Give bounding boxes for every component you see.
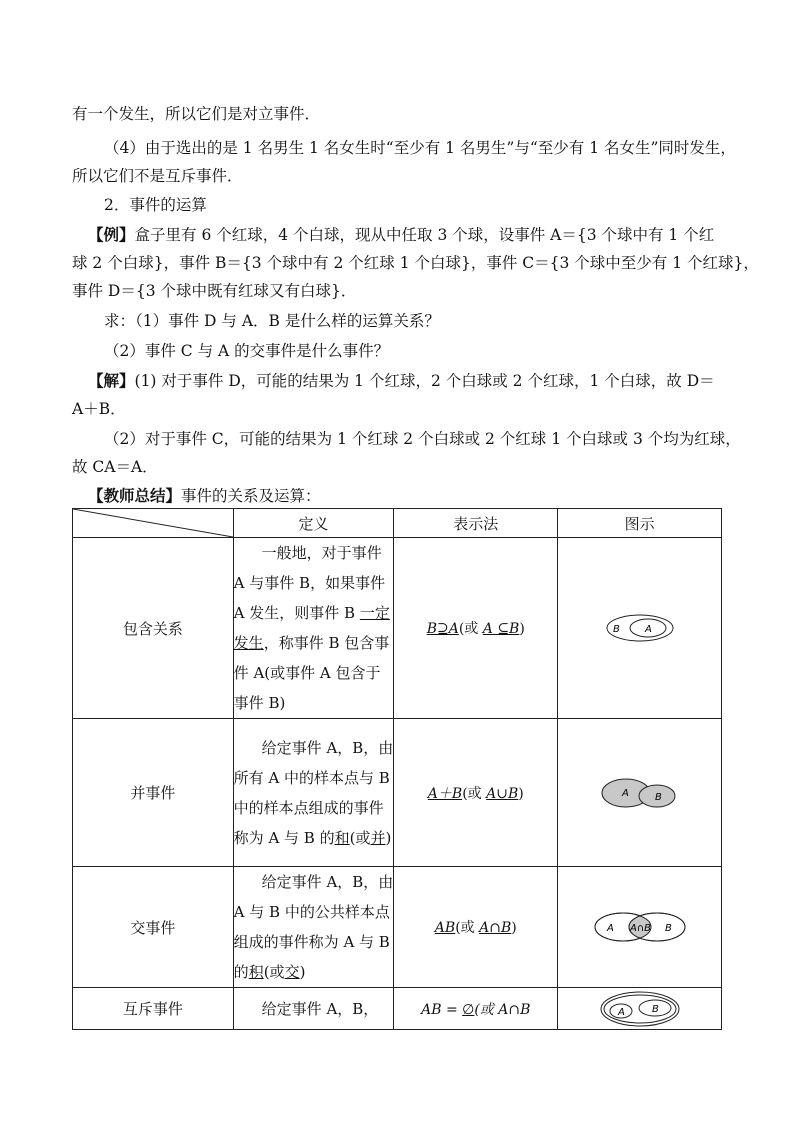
row-notation xyxy=(394,538,558,719)
notation-main: B⊇A xyxy=(426,621,459,637)
row-notation xyxy=(394,719,558,867)
notation-main: AB = xyxy=(421,1001,463,1018)
row-name: 互斥事件 xyxy=(73,988,234,1030)
def-underlined: 一定发生 xyxy=(233,604,390,652)
notation-mid: (或 xyxy=(462,785,487,802)
text-line: 事件 D＝{3 个球中既有红球又有白球}． xyxy=(72,282,357,300)
row-name: 并事件 xyxy=(73,719,234,867)
def-underlined: 和 xyxy=(334,828,350,847)
solution-tag: 【解】 xyxy=(88,371,135,390)
text-line: （4）由于选出的是 1 名男生 1 名女生时“至少有 1 名男生”与“至少有 1 名女生”同时发生， xyxy=(104,139,736,157)
row-figure xyxy=(558,867,722,988)
venn-subset-figure xyxy=(605,613,675,643)
venn-label: A xyxy=(644,624,652,635)
def-end: ) xyxy=(299,963,306,981)
example-tag: 【例】 xyxy=(88,225,135,244)
venn-label: B xyxy=(612,624,620,635)
def-mid: (或 xyxy=(349,828,371,847)
def-rest: 由所有 A 中的样本点与 B 中的样本点组成的事件称为 A 与 B 的 xyxy=(233,738,394,847)
row-name: 包含关系 xyxy=(73,538,234,719)
diagonal-line xyxy=(73,509,233,537)
row-definition xyxy=(233,988,394,1030)
text-line: 求：（1）事件 D 与 A．B 是什么样的运算关系？ xyxy=(104,312,440,330)
venn-label: A xyxy=(617,1006,625,1018)
header-figure: 图示 xyxy=(558,509,722,538)
def-rest: 件 A 与事件 B，如果事件A 发生，则事件 B xyxy=(233,544,386,622)
header-notation: 表示法 xyxy=(394,509,558,538)
def-end: ) xyxy=(385,828,392,847)
venn-union-figure xyxy=(600,775,680,811)
venn-disjoint-figure xyxy=(599,990,681,1028)
venn-label: B xyxy=(664,923,672,934)
venn-label: B xyxy=(651,1003,659,1015)
notation-alt: A∪B xyxy=(486,785,519,802)
venn-label: A∩B xyxy=(629,923,651,934)
section-heading: 2．事件的运算 xyxy=(104,196,207,214)
notation-empty-set: ∅ xyxy=(462,1001,475,1018)
row-figure xyxy=(558,988,722,1030)
notation-mid: (或 xyxy=(458,621,483,637)
def-first: 给定事件 A，B， xyxy=(261,999,379,1018)
table-row xyxy=(73,538,722,719)
summary-line xyxy=(88,486,748,506)
def-tail: ，称事件 B 包含事件 A(或事件 A 包含于事件 B) xyxy=(233,634,390,712)
notation-main: A＋B xyxy=(427,785,463,802)
text-line: 所以它们不是互斥事件． xyxy=(72,167,243,185)
example-line xyxy=(88,225,748,245)
notation-main: AB xyxy=(434,920,456,936)
venn-label: A xyxy=(606,923,614,934)
notation-end: ) xyxy=(518,785,524,802)
notation-end: ) xyxy=(519,621,525,637)
text-line: 故 CA＝A． xyxy=(72,458,158,476)
def-rest: 由 A 与 B 中的公共样本点组成的事件称为 A 与 B 的 xyxy=(233,873,394,981)
def-first: 给定事件 A，B， xyxy=(261,873,379,891)
def-underlined: 积 xyxy=(248,963,264,981)
venn-label: B xyxy=(654,791,662,803)
def-underlined: 交 xyxy=(284,963,300,981)
summary-text: 事件的关系及运算： xyxy=(181,487,321,505)
row-name: 交事件 xyxy=(73,867,234,988)
header-definition: 定义 xyxy=(233,509,394,538)
diagonal-header-cell xyxy=(73,509,234,538)
row-definition xyxy=(233,538,394,719)
venn-intersection-figure xyxy=(593,910,687,944)
text-line: 球 2 个白球}，事件 B＝{3 个球中有 2 个红球 1 个白球}，事件 C＝{3 个球中至少有 1 个红球}， xyxy=(72,254,759,272)
row-figure xyxy=(558,719,722,867)
notation-alt: A ⊆B xyxy=(482,621,520,637)
table-header-row xyxy=(73,509,722,538)
notation-mid: (或 xyxy=(455,920,480,936)
text-line: 有一个发生，所以它们是对立事件． xyxy=(72,105,321,123)
def-mid: (或 xyxy=(263,963,285,981)
event-relations-table xyxy=(72,508,722,1030)
table-row xyxy=(73,988,722,1030)
def-underlined: 并 xyxy=(370,828,386,847)
def-first: 一般地，对于事 xyxy=(261,544,367,562)
solution-text: (1) 对于事件 D，可能的结果为 1 个红球，2 个白球或 2 个红球，1 个白球，故 D＝ xyxy=(134,372,715,390)
text-line: （2）事件 C 与 A 的交事件是什么事件？ xyxy=(104,342,390,360)
table-row xyxy=(73,867,722,988)
row-figure xyxy=(558,538,722,719)
row-definition xyxy=(233,719,394,867)
notation-alt: A∩B xyxy=(479,920,512,936)
def-first: 给定事件 A，B， xyxy=(261,738,379,757)
text-line: （2）对于事件 C，可能的结果为 1 个红球 2 个白球或 2 个红球 1 个白球或 3 个均为红球， xyxy=(104,430,741,448)
row-notation xyxy=(394,867,558,988)
solution-line xyxy=(88,371,748,391)
row-notation xyxy=(394,988,558,1030)
row-definition xyxy=(233,867,394,988)
example-text: 盒子里有 6 个红球，4 个白球，现从中任取 3 个球，设事件 A＝{3 个球中有 1 个红 xyxy=(134,226,715,244)
notation-alt: (或 A∩B xyxy=(474,1001,531,1018)
notation-end: ) xyxy=(511,920,517,936)
text-line: A＋B． xyxy=(72,400,126,418)
table-row xyxy=(73,719,722,867)
venn-label: A xyxy=(621,787,629,799)
summary-tag: 【教师总结】 xyxy=(88,486,182,505)
